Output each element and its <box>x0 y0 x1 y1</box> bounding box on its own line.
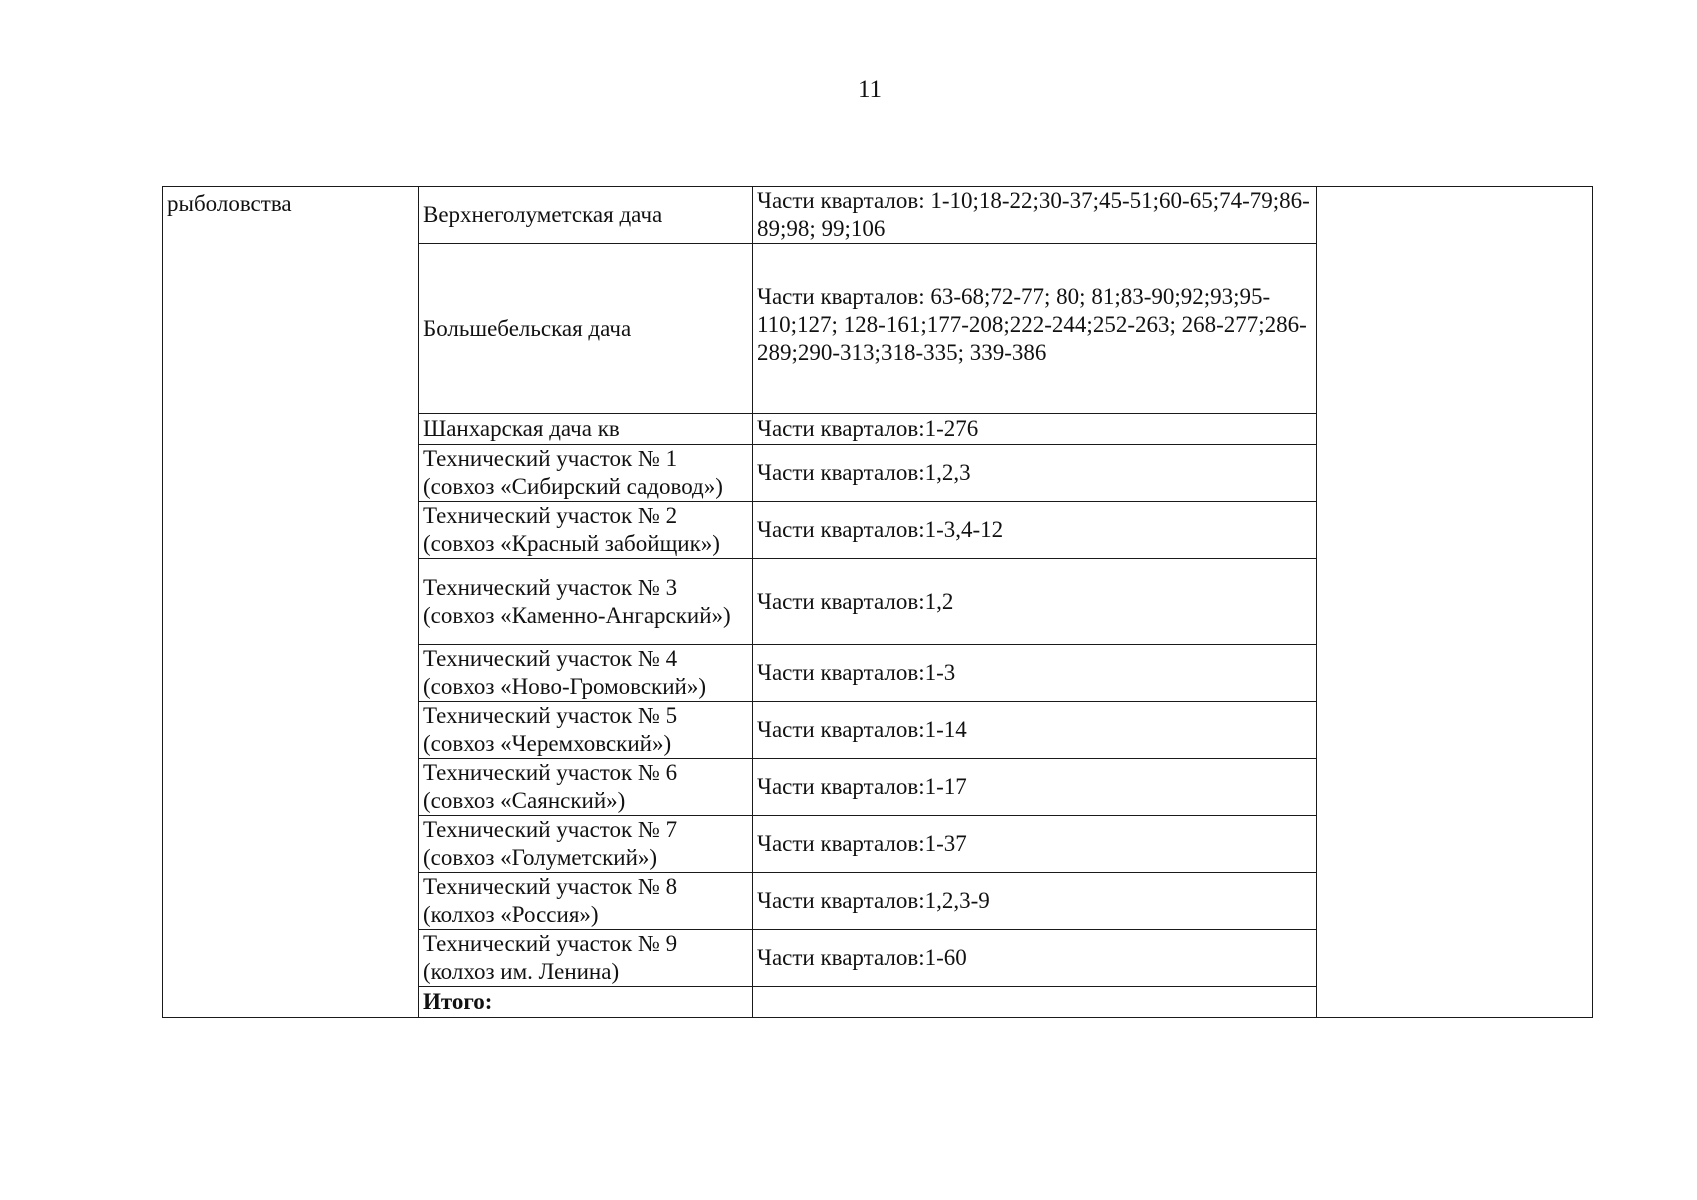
area-name-cell: Технический участок № 7 (совхоз «Голуметский») <box>419 816 753 873</box>
area-name-cell: Технический участок № 5 (совхоз «Черемховский») <box>419 702 753 759</box>
quarters-cell: Части кварталов:1-60 <box>753 930 1317 987</box>
table-row <box>163 187 1593 244</box>
area-name-cell: Технический участок № 9 (колхоз им. Ленина) <box>419 930 753 987</box>
quarters-cell: Части кварталов:1-3 <box>753 645 1317 702</box>
notes-cell <box>1317 187 1593 1018</box>
area-name-cell: Технический участок № 6 (совхоз «Саянский») <box>419 759 753 816</box>
total-label: Итого: <box>419 987 753 1018</box>
area-name-cell: Технический участок № 1 (совхоз «Сибирский садовод») <box>419 445 753 502</box>
page-number: 11 <box>857 76 883 103</box>
total-value-cell <box>753 987 1317 1018</box>
area-name-cell: Верхнеголуметская дача <box>419 187 753 244</box>
quarters-cell: Части кварталов: 63-68;72-77; 80; 81;83-90;92;93;95-110;127; 128-161;177-208;222-244;252-263; 268-277;286-289;290-313;318-335; 339-386 <box>753 244 1317 414</box>
quarters-cell: Части кварталов:1-3,4-12 <box>753 502 1317 559</box>
area-name-cell: Большебельская дача <box>419 244 753 414</box>
area-name-cell: Технический участок № 2 (совхоз «Красный забойщик») <box>419 502 753 559</box>
quarters-cell: Части кварталов: 1-10;18-22;30-37;45-51;60-65;74-79;86-89;98; 99;106 <box>753 187 1317 244</box>
quarters-cell: Части кварталов:1-37 <box>753 816 1317 873</box>
area-name-cell: Технический участок № 4 (совхоз «Ново-Громовский») <box>419 645 753 702</box>
area-name-cell: Технический участок № 8 (колхоз «Россия») <box>419 873 753 930</box>
area-name-cell: Технический участок № 3 (совхоз «Каменно-Ангарский») <box>419 559 753 645</box>
quarters-cell: Части кварталов:1-17 <box>753 759 1317 816</box>
category-cell: рыболовства <box>163 187 419 1018</box>
quarters-cell: Части кварталов:1-276 <box>753 414 1317 445</box>
area-name-cell: Шанхарская дача кв <box>419 414 753 445</box>
quarters-cell: Части кварталов:1,2,3 <box>753 445 1317 502</box>
quarters-cell: Части кварталов:1-14 <box>753 702 1317 759</box>
quarters-cell: Части кварталов:1,2,3-9 <box>753 873 1317 930</box>
forest-quarters-table <box>162 186 1593 1018</box>
quarters-cell: Части кварталов:1,2 <box>753 559 1317 645</box>
